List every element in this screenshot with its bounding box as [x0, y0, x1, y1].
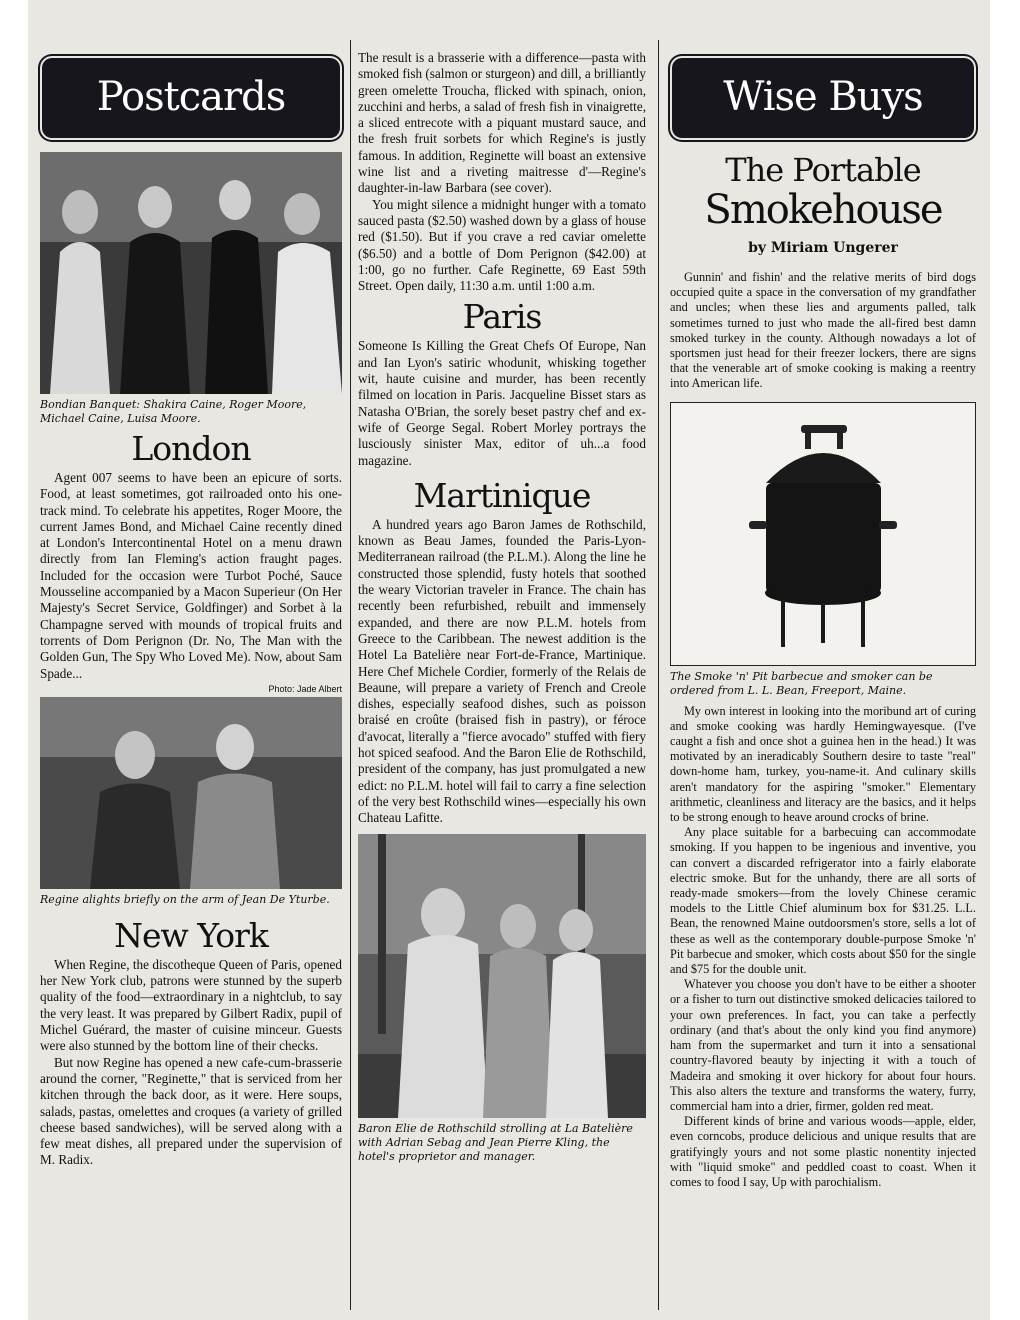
wise-buys-banner: Wise Buys [672, 58, 974, 138]
photo-bondian-banquet [40, 152, 342, 394]
column-rule [658, 40, 659, 1310]
column-postcards [40, 40, 342, 1169]
smokehouse-body-5: Different kinds of brine and various woods—apple, elder, even corncobs, produce delicious and unique results that are gratifyingly yours and not some plastic nonentity injected with "liquid smoke" and peddled coast to coast. When it comes to food I say, Up with parochialism. [670, 1114, 976, 1189]
martinique-heading: Martinique [413, 475, 591, 515]
smoker-illustration [671, 403, 975, 665]
photo-rothschild [358, 834, 646, 1118]
article-title-line1: The Portable [725, 151, 921, 189]
column-wise-buys [670, 40, 976, 1190]
product-photo-smoker [670, 402, 976, 666]
photo-regine [40, 697, 342, 889]
paris-body: Someone Is Killing the Great Chefs Of Europe, Nan and Ian Lyon's satiric whodunit, whisking together wit, haute cuisine and murder, has been recently filmed on location in Paris. Jacqueline Bisset stars as Natasha O'Brian, the sorely beset pastry chef and ex-wife of George Segal. Robert Morley portrays the lusciously sinister Max, editor of uh...a food magazine. [358, 338, 646, 468]
london-body: Agent 007 seems to have been an epicure of sorts. Food, at least sometimes, got railroaded onto his one-track mind. To celebrate his appetites, Roger Moore, the current James Bond, and Michael Caine recently dined at London's Intercontinental Hotel on a menu drawn directly from Ian Fleming's action fraught pages. Included for the occasion were Turbot Poché, Sauce Mousseline accompanied by a Macon Superieur (On Her Majesty's Secret Service, Goldfinger) and Sorbet à la Champagne served with mounds of tropical fruits and torrents of Dom Perignon (Dr. No, The Man with the Golden Gun, The Spy Who Loved Me). Now, about Sam Spade... [40, 470, 342, 681]
photo-image [40, 697, 342, 889]
postcards-banner: Postcards [42, 58, 340, 138]
smokehouse-body-1: Gunnin' and fishin' and the relative merits of bird dogs occupied quite a space in the conversation of my grandfather and uncles; when these lies and arguments palled, talk sometimes turned to just who made the all-fired best damn smoked turkey in the county. Although nowadays a lot of sportsmen just head for their freezer lockers, there are signs that the venerable art of smoke cooking is making a reentry into American life. [670, 270, 976, 391]
column-rule [350, 40, 351, 1310]
photo3-caption: Baron Elie de Rothschild strolling at La Batelière with Adrian Sebag and Jean Pierre Kling, the hotel's proprietor and manager. [358, 1122, 633, 1164]
paris-heading: Paris [462, 297, 542, 337]
newyork-body-1: When Regine, the discotheque Queen of Paris, opened her New York club, patrons were stunned by the superb quality of the food—extraordinary in a nightclub, to say the very least. It was prepared by Gilbert Radix, pupil of Michel Guérard, the master of cuisine minceur. Guests were also stunned by the bottom line of their checks. [40, 956, 342, 1054]
photo-image [40, 152, 342, 394]
reginette-body-1: The result is a brasserie with a difference—pasta with smoked fish (salmon or sturgeon) and dill, a brilliantly green omelette Troucha, flicked with spinach, onion, zucchini and herbs, a salad of fresh fish in vinaigrette, a sliced entrecote with a piquant mustard sauce, and the fresh fruit sorbets for which Regine's is justly famous. In addition, Reginette will boast an extensive wine list and a riveting maitresse d'—Regine's daughter-in-law Barbara (see cover). [358, 50, 647, 196]
martinique-body: A hundred years ago Baron James de Rothschild, known as Beau James, founded the Paris-Lyon-Mediterranean railroad (the P.L.M.). Along the line he constructed those splendid, fusty hotels that soothed the weary Victorian traveler in France. The chain has recently been refurbished, rebuilt and immensely expanded, and there are now P.L.M. hotels from Greece to the Caribbean. The newest addition is the Hotel La Batelière near Fort-de-France, Martinique. Here Chef Michele Cordier, formerly of the Relais de Beaune, will prepare a variety of French and Creole dishes, especially seafood dishes, such as poisson braisé en croûte (braised fish in pastry), or féroce d'avocat, literally a "fierce avocado" stuffed with fiery hot spiced seafood. And the Baron Elie de Rothschild, president of the company, has just promulgated a new edict: no P.L.M. hotel will fail to carry a fine selection of the very best Rothschild wines—especially his own Chateau Lafitte. [358, 516, 646, 826]
smokehouse-body-2: My own interest in looking into the moribund art of curing and smoke cooking was hardly Hemingwayesque. (I've caught a fish and once shot a guinea hen in the head.) It was motivated by an ineradicably Southern desire to taste "real" down-home ham, turkey, you-name-it. And culinary skills aren't mandatory for the aspiring "smoker." Elementary arithmetic, cleanliness and literacy are the basics, and it helps to be strong enough to heave around crocks of brine. [670, 703, 976, 825]
newyork-heading: New York [114, 915, 268, 955]
column-continued [358, 50, 646, 1168]
photo-credit: Photo: Jade Albert [268, 683, 342, 694]
photo2-caption: Regine alights briefly on the arm of Jean De Yturbe. [40, 892, 330, 906]
reginette-body-2: You might silence a midnight hunger with a tomato sauced pasta ($2.50) washed down by a glass of house red ($1.50). But if you crave a red caviar omelette ($6.50) and a bottle of Dom Perignon ($42.00) at 1:00, go no further. Cafe Reginette, 69 East 59th Street. Open daily, 11:30 a.m. until 1:00 a.m. [358, 196, 646, 294]
byline: by Miriam Ungerer [748, 240, 898, 256]
london-heading: London [131, 429, 251, 468]
smokehouse-body-3: Any place suitable for a barbecuing can accommodate smoking. If you happen to be ingenious and inventive, you can convert a discarded refrigerator into a fairly elaborate electric smoke. But for the unhandy, there are all sorts of ready-made smokers—from the lovely Chinese ceramic models to the Little Chief aluminum box for $31.25. L.L. Bean, the renowned Maine outdoorsmen's store, sells a lot of these as well as the contemporary double-purpose Smoke 'n' Pit barbecue and smoker, which costs about $50 for the single and $75 for the double unit. [670, 825, 976, 977]
magazine-page [28, 0, 990, 1320]
product-caption: The Smoke 'n' Pit barbecue and smoker can be ordered from L. L. Bean, Freeport, Maine. [670, 669, 933, 697]
newyork-body-2: But now Regine has opened a new cafe-cum-brasserie around the corner, "Reginette," that is serviced from her kitchen through the back door, as it were. Here soups, salads, pastas, omelettes and croques (a variety of grilled cheese based sandwiches), will be served along with a few meat dishes, all prepared under the supervision of M. Radix. [40, 1054, 342, 1168]
smokehouse-body-4: Whatever you choose you don't have to be either a shooter or a fisher to turn out distinctive smoked delicacies tailored to your own preferences. In fact, you can take a perfectly ordinary (and that's about the only kind you find anymore) ham from the supermarket and turn it into a sensational country-flavored beauty by injecting it with a touch of Madeira and smoking it over hickory for about four hours. This also alters the texture and transforms the watery, furry, commercial ham into a drier, firmer, golden red meat. [670, 977, 976, 1113]
photo-image [358, 834, 646, 1118]
photo1-caption: Bondian Banquet: Shakira Caine, Roger Moore, Michael Caine, Luisa Moore. [40, 398, 307, 425]
article-title-line2: Smokehouse [704, 187, 942, 233]
